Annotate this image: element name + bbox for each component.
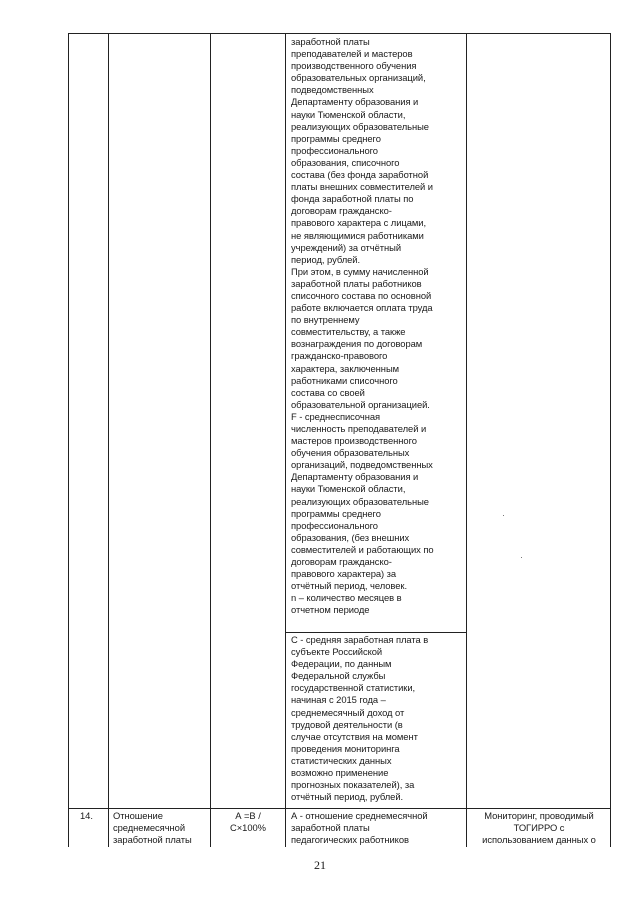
- table-border-right: [610, 33, 611, 847]
- data-source: Мониторинг, проводимый ТОГИРРО с использованием данных о: [482, 810, 596, 846]
- scan-speck: [521, 557, 522, 558]
- row-number: 14.: [80, 810, 93, 821]
- table-column-divider: [108, 33, 109, 847]
- table-border-left: [68, 33, 69, 847]
- table-border-top: [68, 33, 611, 34]
- table-column-divider: [466, 33, 467, 847]
- cell-divider: [285, 632, 466, 633]
- indicator-formula: А =В / С×100%: [230, 810, 266, 834]
- table-column-divider: [285, 33, 286, 847]
- scan-speck: [503, 515, 504, 516]
- table-column-divider: [210, 33, 211, 847]
- indicator-description: А - отношение среднемесячной заработной платы педагогических работников: [291, 810, 428, 846]
- page-number: 21: [314, 858, 326, 872]
- row-divider: [68, 808, 611, 809]
- indicator-description-continued: заработной платы преподавателей и мастеров производственного обучения образовательных организаций, подведомственных Департаменту образования и науки Тюменской области, реализующих образовательные программы среднего профессионального образования, списочного состава (без фонда заработной платы внешних совместителей и фонда заработной платы по договорам гражданско- правового характера с лицами, не являющимися работниками учреждений) за отчётный период, рублей. При этом, в сумму начисленной заработной платы работников списочного состава по основной работе включается оплата труда по внутреннему совместительству, а также вознаграждения по договорам гражданско-правового характера, заключенным работниками списочного состава со своей образовательной организацией. F - среднесписочная численность преподавателей и мастеров производственного обучения образовательных организаций, подведомственных Департаменту образования и науки Тюменской области, реализующих образовательные программы среднего профессионального образования, (без внешних совместителей и работающих по договорам гражданско- правового характера) за отчётный период, человек. n – количество месяцев в отчетном периоде: [291, 36, 434, 616]
- indicator-name: Отношение среднемесячной заработной платы: [113, 810, 192, 846]
- indicator-description-regional-salary: С - средняя заработная плата в субъекте Российской Федерации, по данным Федеральной службы государственной статистики, начиная с 2015 года – среднемесячный доход от трудовой деятельности (в случае отсутствия на момент проведения мониторинга статистических данных возможно применение прогнозных показателей), за отчётный период, рублей.: [291, 634, 429, 803]
